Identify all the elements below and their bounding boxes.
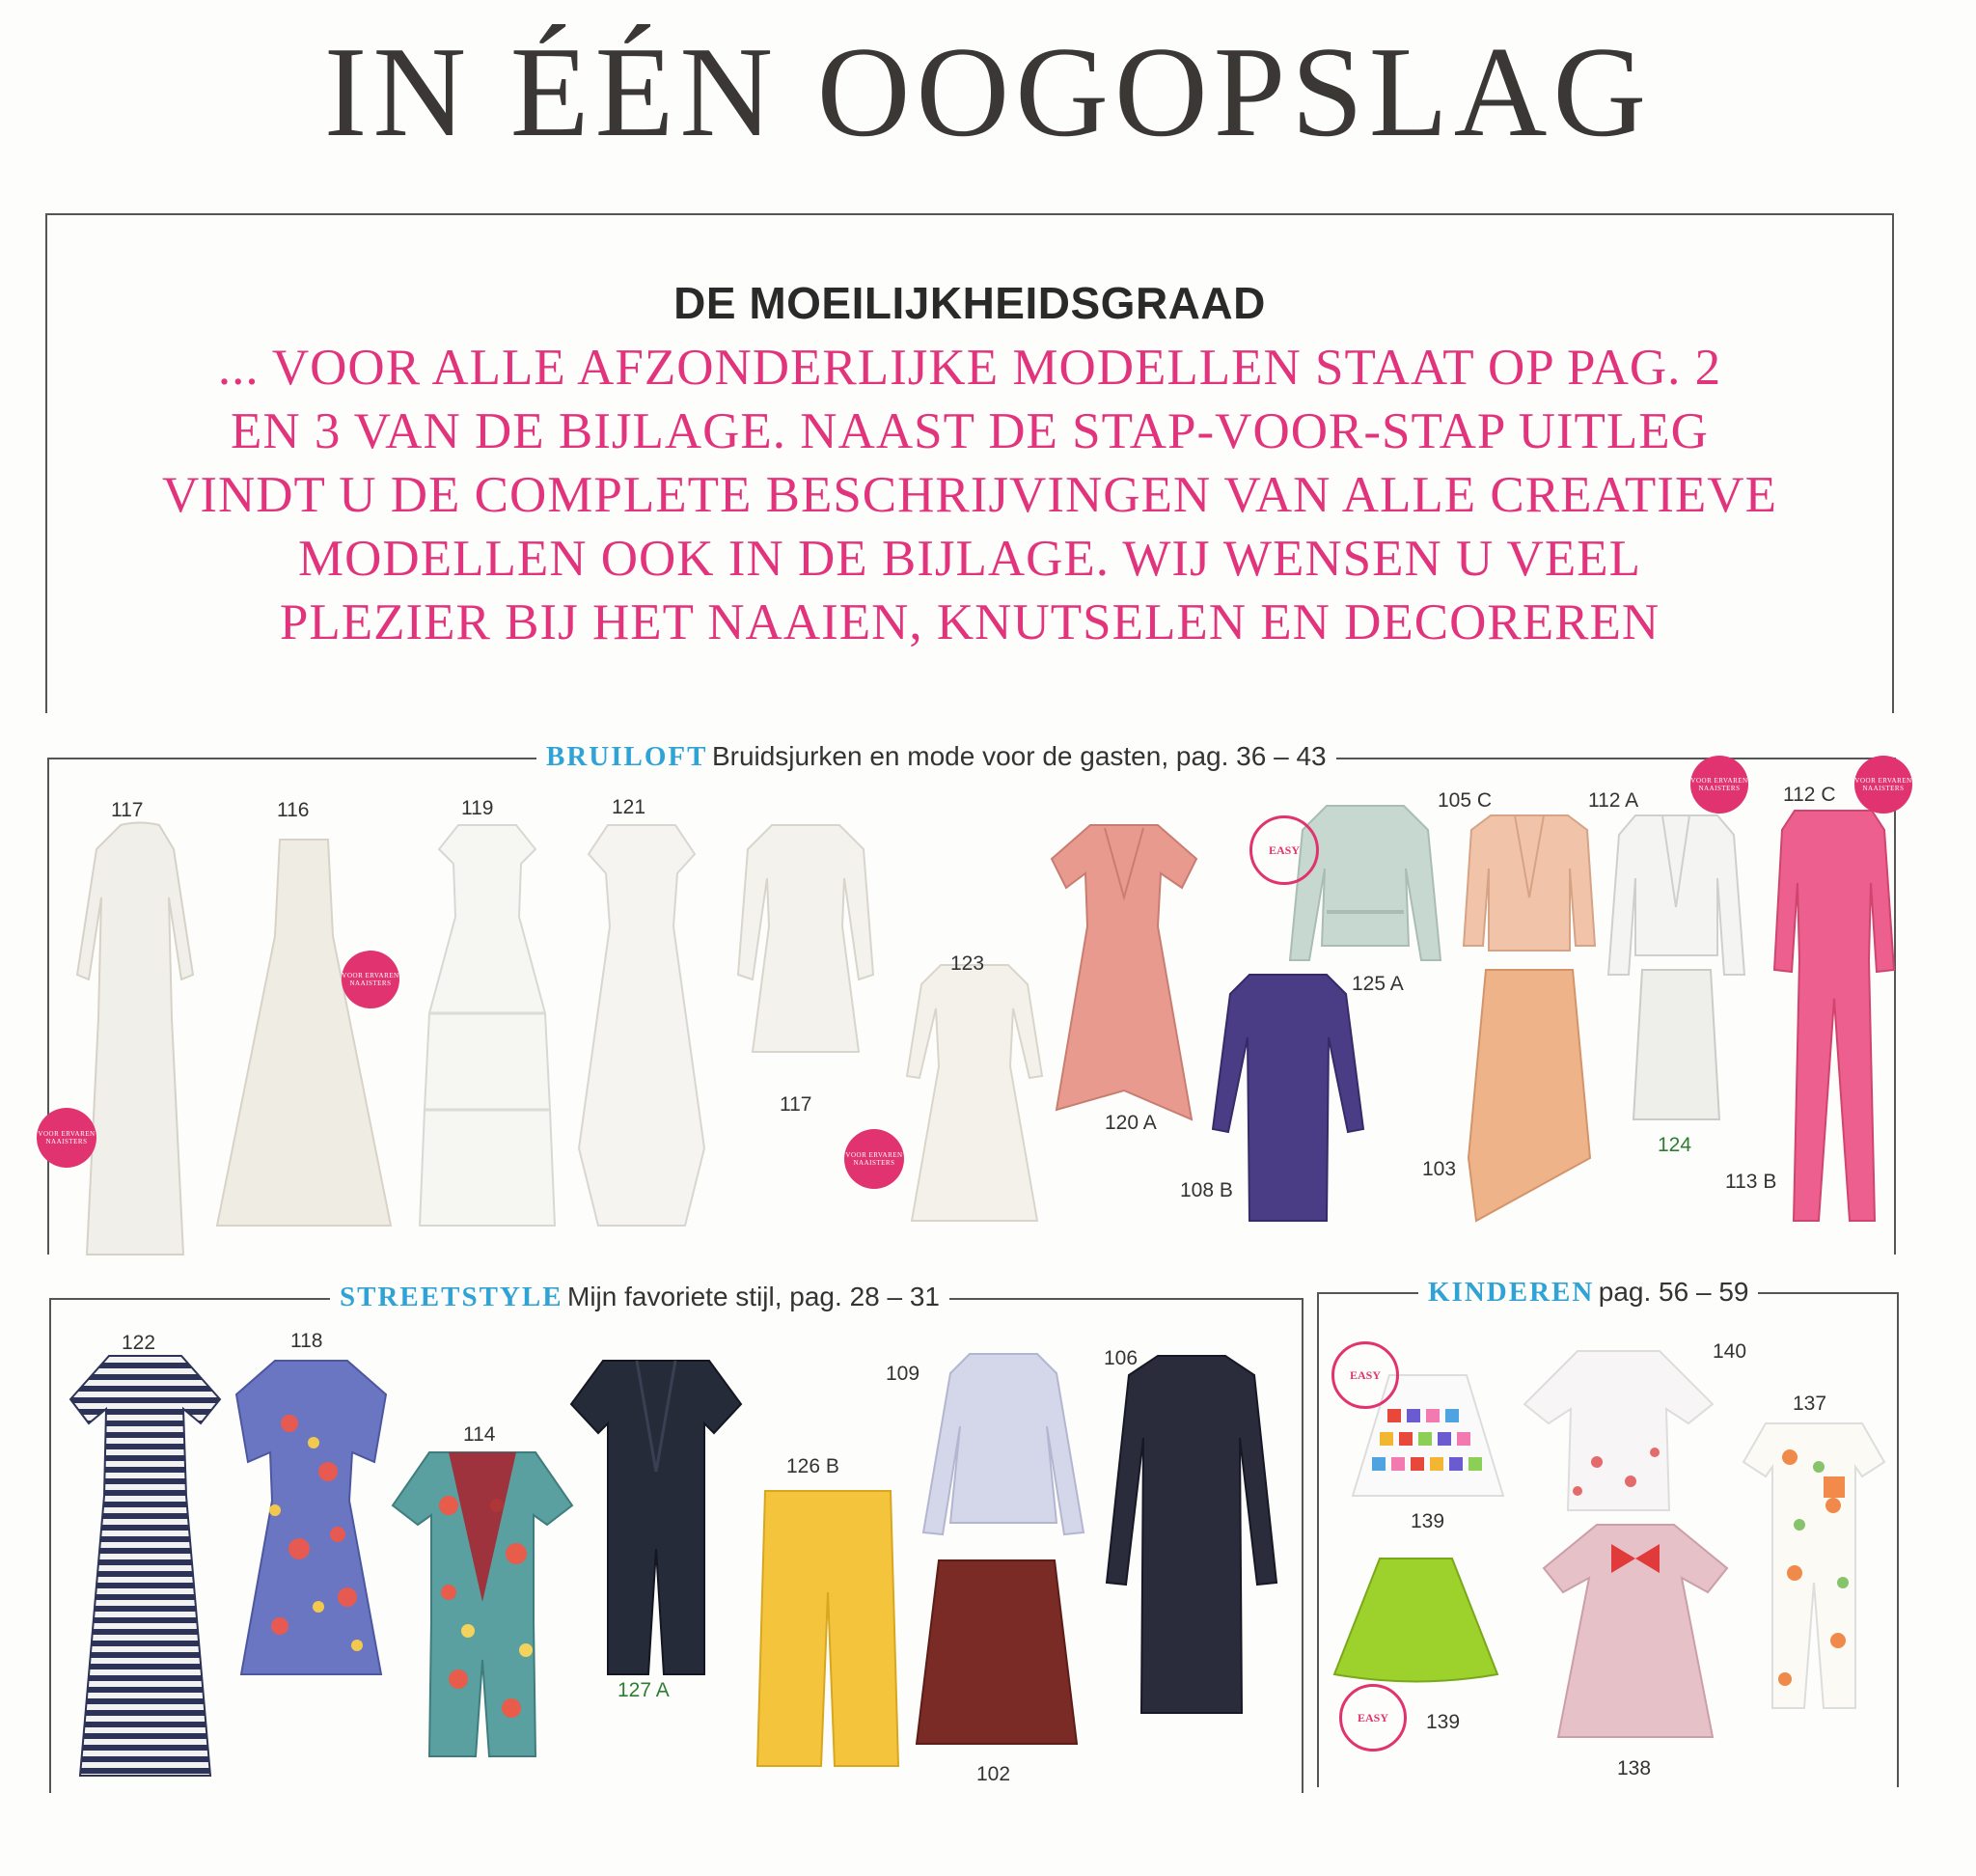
experienced-badge: VOOR ERVAREN NAAISTERS [342, 951, 399, 1008]
experienced-badge: VOOR ERVAREN NAAISTERS [37, 1108, 96, 1168]
garment-109-blouse-image [921, 1349, 1085, 1537]
garment-126b-culottes-image [755, 1486, 900, 1766]
model-number-label: 123 [950, 952, 985, 975]
easy-badge: EASY [1339, 1684, 1407, 1752]
section-subtitle: pag. 56 – 59 [1598, 1277, 1749, 1307]
section-header-bruiloft [536, 743, 1336, 771]
model-number-label: 116 [277, 799, 310, 821]
garment-127a-jumpsuit-image [569, 1356, 743, 1674]
garment-140-top-image [1520, 1346, 1717, 1515]
experienced-badge: VOOR ERVAREN NAAISTERS [1690, 756, 1748, 814]
model-number-label: 112 C [1783, 784, 1836, 806]
page-title: IN ÉÉN OOGOPSLAG [323, 20, 1653, 163]
section-subtitle: Mijn favoriete stijl, pag. 28 – 31 [567, 1282, 940, 1311]
garment-119-tiered-gown-image [415, 820, 560, 1226]
section-keyword: BRUILOFT [546, 741, 708, 772]
easy-badge: EASY [1249, 815, 1319, 885]
garment-122-striped-dress-image [66, 1351, 225, 1780]
garment-103-skirt-image [1467, 965, 1592, 1221]
garment-116-tulle-gown-image [212, 830, 396, 1235]
garment-108b-dress-image [1211, 970, 1365, 1221]
section-header-streetstyle [330, 1283, 949, 1311]
garment-138-dress-image [1539, 1520, 1732, 1742]
model-number-label: 139 [1426, 1711, 1461, 1733]
model-number-label: 126 B [786, 1455, 839, 1477]
model-number-label: 140 [1713, 1340, 1747, 1363]
garment-118-floral-dress-image [232, 1356, 391, 1674]
garment-105c-jacket-image [1462, 811, 1597, 955]
section-keyword: KINDEREN [1428, 1277, 1595, 1308]
garment-124-skirt-image [1631, 965, 1722, 1124]
section-subtitle: Bruidsjurken en mode voor de gasten, pag. 36 – 43 [711, 741, 1327, 771]
model-number-label: 117 [780, 1093, 812, 1116]
intro-line: ... VOOR ALLE AFZONDERLIJKE MODELLEN STAAT OP PAG. 2 [217, 340, 1722, 396]
model-number-label: 102 [976, 1763, 1011, 1785]
model-number-label: 139 [1411, 1510, 1445, 1532]
intro-line: EN 3 VAN DE BIJLAGE. NAAST DE STAP-VOOR-STAP UITLEG [231, 403, 1709, 459]
model-number-label: 119 [461, 797, 494, 819]
garment-123-short-dress-image [902, 960, 1047, 1221]
model-number-label: 113 B [1725, 1171, 1777, 1193]
model-number-label: 112 A [1588, 789, 1639, 812]
garment-125a-blouse-image [1288, 801, 1442, 965]
garment-117-lace-gown-image [68, 820, 212, 1255]
garment-120a-wrap-dress-image [1047, 820, 1201, 1129]
garment-112c-suit-image [1770, 806, 1896, 1221]
model-number-label: 108 B [1180, 1179, 1233, 1201]
garment-102-skirt-image [915, 1556, 1079, 1749]
model-number-label: 125 A [1352, 973, 1404, 995]
intro-line: VINDT U DE COMPLETE BESCHRIJVINGEN VAN ALLE CREATIEVE [162, 467, 1777, 523]
garment-121-lace-dress-image [569, 820, 714, 1226]
intro-line: MODELLEN OOK IN DE BIJLAGE. WIJ WENSEN U VEEL [298, 531, 1641, 587]
model-number-label: 127 A [618, 1679, 670, 1701]
easy-badge: EASY [1331, 1341, 1399, 1409]
model-number-label: 105 C [1438, 789, 1493, 812]
experienced-badge: VOOR ERVAREN NAAISTERS [844, 1129, 904, 1189]
intro-line: PLEZIER BIJ HET NAAIEN, KNUTSELEN EN DECOREREN [279, 594, 1660, 650]
model-number-label: 117 [111, 799, 144, 821]
model-number-label: 118 [290, 1330, 323, 1352]
model-number-label: 124 [1658, 1134, 1692, 1156]
model-number-label: 137 [1793, 1393, 1827, 1415]
difficulty-text [47, 336, 1892, 654]
garment-106-coat-image [1105, 1351, 1278, 1713]
garment-139-skirt-image [1331, 1554, 1500, 1684]
difficulty-info-box [45, 213, 1894, 713]
model-number-label: 138 [1617, 1757, 1652, 1779]
model-number-label: 121 [612, 796, 646, 818]
section-header-kinderen [1418, 1279, 1758, 1307]
garment-137-jumpsuit-image [1742, 1419, 1886, 1718]
difficulty-heading: DE MOEILIJKHEIDSGRAAD [673, 278, 1266, 328]
model-number-label: 106 [1104, 1347, 1139, 1369]
garment-112a-jacket-image [1606, 811, 1746, 979]
model-number-label: 114 [463, 1423, 496, 1446]
model-number-label: 109 [886, 1363, 920, 1385]
model-number-label: 122 [122, 1332, 156, 1354]
model-number-label: 103 [1422, 1158, 1457, 1180]
model-number-label: 120 A [1105, 1112, 1157, 1134]
experienced-badge: VOOR ERVAREN NAAISTERS [1854, 756, 1912, 814]
section-keyword: STREETSTYLE [340, 1282, 563, 1312]
garment-114-floral-jumpsuit-image [391, 1448, 574, 1756]
garment-117-short-lace-dress-image [728, 820, 883, 1052]
